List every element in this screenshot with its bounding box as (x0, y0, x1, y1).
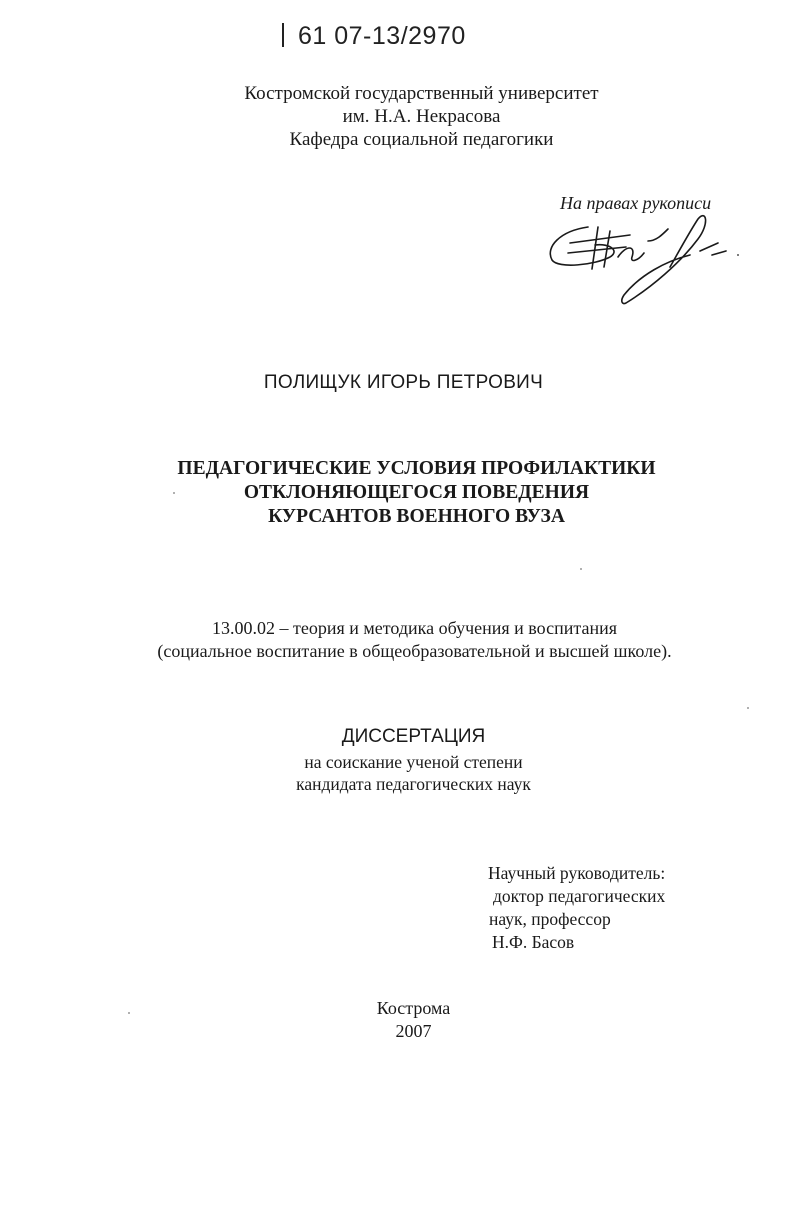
specialty-block (15, 617, 799, 663)
dissertation-title (17, 457, 799, 529)
advisor-block (488, 862, 665, 954)
catalog-number (282, 22, 466, 51)
manuscript-note: На правах рукописи (560, 193, 712, 213)
signature-dot (737, 254, 739, 256)
degree-line: кандидата педагогических наук (296, 774, 531, 794)
title-line: КУРСАНТОВ ВОЕННОГО ВУЗА (268, 506, 565, 527)
author-name: ПОЛИЩУК ИГОРЬ ПЕТРОВИЧ (263, 372, 544, 393)
scan-speck (128, 1012, 130, 1014)
degree-line: на соискание ученой степени (304, 752, 523, 772)
institution-block (22, 82, 799, 151)
place-year-block (14, 997, 799, 1043)
title-line: ОТКЛОНЯЮЩЕГОСЯ ПОВЕДЕНИЯ (243, 482, 590, 503)
advisor-name: Н.Ф. Басов (492, 932, 575, 952)
scan-speck (580, 568, 582, 570)
advisor-degree: доктор педагогических (493, 886, 666, 906)
advisor-rank: наук, профессор (489, 909, 611, 929)
place: Кострома (376, 998, 451, 1018)
specialty-detail: (социальное воспитание в общеобразовательной и высшей школе). (157, 641, 672, 661)
catalog-number-text: 61 07-13/2970 (298, 22, 466, 50)
signature (540, 205, 755, 315)
catalog-bar (282, 23, 284, 47)
degree-block (14, 751, 799, 795)
scan-speck (173, 492, 175, 494)
university-named-after: им. Н.А. Некрасова (342, 106, 501, 127)
specialty-code: 13.00.02 – теория и методика обучения и воспитания (211, 618, 618, 638)
advisor-label: Научный руководитель: (488, 863, 666, 883)
university-name: Костромской государственный университет (244, 83, 599, 104)
dissertation-heading: ДИССЕРТАЦИЯ (341, 726, 486, 747)
year: 2007 (395, 1021, 432, 1041)
scan-speck (747, 707, 749, 709)
department-name: Кафедра социальной педагогики (289, 129, 554, 150)
title-line: ПЕДАГОГИЧЕСКИЕ УСЛОВИЯ ПРОФИЛАКТИКИ (177, 458, 656, 479)
